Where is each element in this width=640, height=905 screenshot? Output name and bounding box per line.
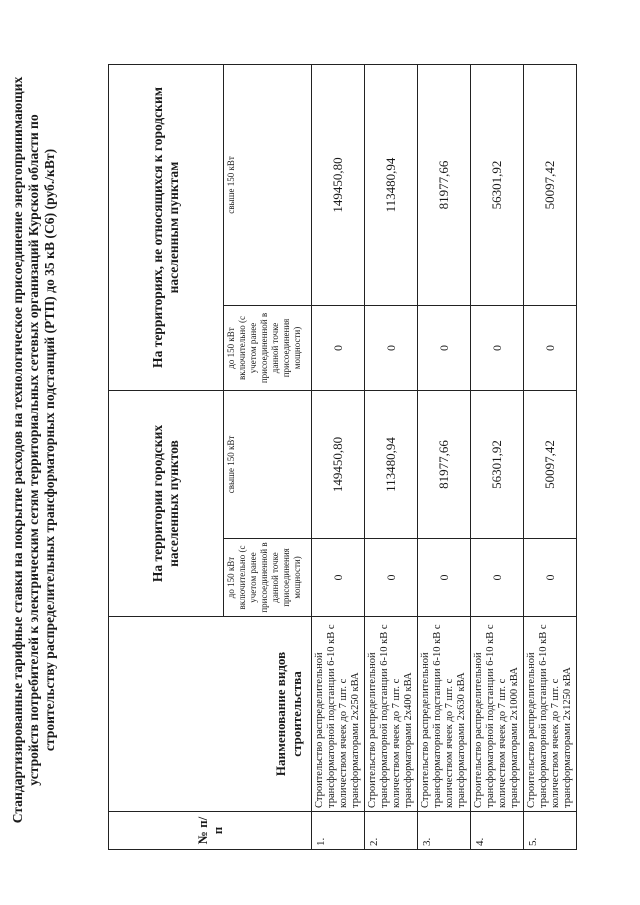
subheader-urban-above150: свыше 150 кВт [224,391,312,539]
urban-above150-value: 149450,80 [312,391,365,539]
rural-upto150-value: 0 [524,306,577,391]
row-number: 4. [471,812,524,850]
header-num: № п/п [109,812,312,850]
row-number: 2. [365,812,418,850]
rural-upto150-value: 0 [471,306,524,391]
row-name: Строительство распределительной трансформаторной подстанции 6-10 кВ с количеством ячеек до 7 шт. с трансформаторами 2х1250 кВА [524,617,577,812]
table-row [418,65,471,850]
rural-above150-value: 113480,94 [365,65,418,306]
tariff-table [108,64,577,850]
subheader-urban-upto150: до 150 кВт включительно (с учетом ранее присоединенной в данной точке присоединения мощности) [224,539,312,617]
title-line-1: Стандартизированные тарифные ставки на покрытие расходов на технологическое присоединение энергопринимающих [10,76,25,824]
urban-upto150-value: 0 [365,539,418,617]
header-rural: На территориях, не относящихся к городским населенным пунктам [109,65,224,391]
urban-upto150-value: 0 [312,539,365,617]
row-name: Строительство распределительной трансформаторной подстанции 6-10 кВ с количеством ячеек до 7 шт. с трансформаторами 2х1000 кВА [471,617,524,812]
table-row [524,65,577,850]
header-urban: На территории городских населенных пунктов [109,391,224,617]
row-number: 3. [418,812,471,850]
row-name: Строительство распределительной трансформаторной подстанции 6-10 кВ с количеством ячеек до 7 шт. с трансформаторами 2х400 кВА [365,617,418,812]
urban-upto150-value: 0 [471,539,524,617]
urban-above150-value: 50097,42 [524,391,577,539]
table-row [312,65,365,850]
rural-above150-value: 56301,92 [471,65,524,306]
rural-above150-value: 50097,42 [524,65,577,306]
rural-above150-value: 149450,80 [312,65,365,306]
title-line-2: устройств потребителей к электрическим сетям территориальных сетевых организаций Курской области по [26,114,41,786]
urban-above150-value: 81977,66 [418,391,471,539]
header-name: Наименование видов строительства [109,617,312,812]
table-row [365,65,418,850]
document-title [10,55,58,845]
urban-upto150-value: 0 [524,539,577,617]
title-line-3: строительству распределительных трансформаторных подстанций (РТП) до 35 кВ (С6) (руб./кВт) [42,148,57,752]
row-name: Строительство распределительной трансформаторной подстанции 6-10 кВ с количеством ячеек до 7 шт. с трансформаторами 2х630 кВА [418,617,471,812]
urban-upto150-value: 0 [418,539,471,617]
urban-above150-value: 113480,94 [365,391,418,539]
row-name: Строительство распределительной трансформаторной подстанции 6-10 кВ с количеством ячеек до 7 шт. с трансформаторами 2х250 кВА [312,617,365,812]
subheader-rural-above150: свыше 150 кВт [224,65,312,306]
subheader-rural-upto150: до 150 кВт включительно (с учетом ранее присоединенной в данной точке присоединения мощности) [224,306,312,391]
rural-upto150-value: 0 [365,306,418,391]
row-number: 1. [312,812,365,850]
urban-above150-value: 56301,92 [471,391,524,539]
row-number: 5. [524,812,577,850]
rural-upto150-value: 0 [418,306,471,391]
rural-above150-value: 81977,66 [418,65,471,306]
rural-upto150-value: 0 [312,306,365,391]
table-row [471,65,524,850]
table-header-row [109,65,224,850]
